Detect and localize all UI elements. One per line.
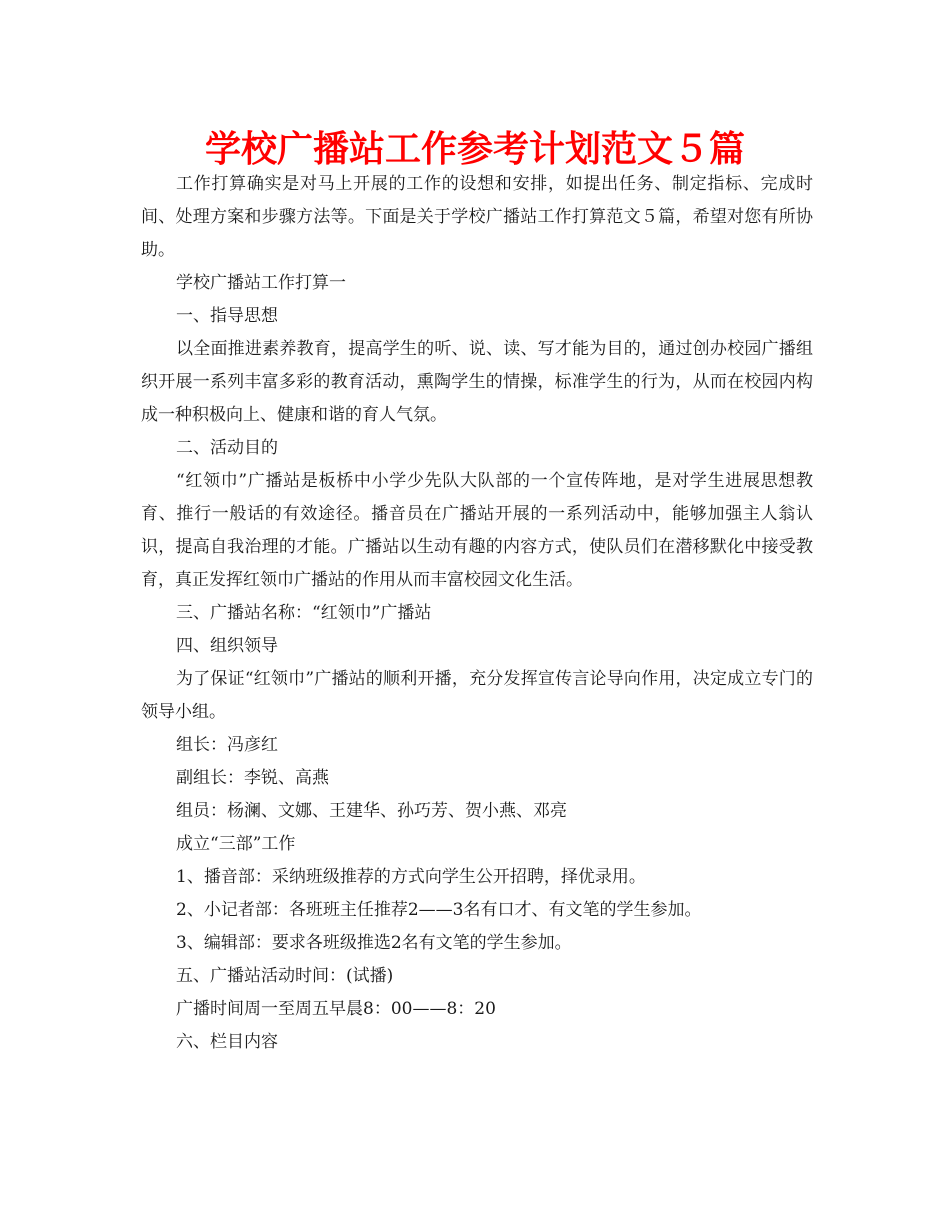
team-members-line: 组员：杨澜、文娜、王建华、孙巧芳、贺小燕、邓亮: [176, 801, 567, 821]
document-title: 学校广播站工作参考计划范文５篇: [204, 129, 745, 170]
section-heading-activity-purpose: 二、活动目的: [176, 438, 278, 458]
three-departments-line: 成立“三部”工作: [176, 834, 296, 854]
list-item: 1、播音部：采纳班级推荐的方式向学生公开招聘，择优录用。: [176, 867, 646, 887]
organization-paragraph: 为了保证“红领巾”广播站的顺利开播，充分发挥宣传言论导向作用，决定成立专门的领导小组。: [141, 669, 813, 722]
plan-heading: 学校广播站工作打算一: [176, 273, 346, 293]
document-body: [141, 168, 813, 1059]
section-heading-broadcast-time: 五、广播站活动时间：(试播): [176, 966, 394, 986]
deputy-leader-line: 副组长：李锐、高燕: [176, 768, 329, 788]
section-heading-program-content: 六、栏目内容: [176, 1032, 278, 1052]
broadcast-time-line: 广播时间周一至周五早晨8：00——8：20: [176, 999, 496, 1019]
guiding-thought-paragraph: 以全面推进素养教育，提高学生的听、说、读、写才能为目的，通过创办校园广播组织开展一系列丰富多彩的教育活动，熏陶学生的情操，标准学生的行为，从而在校园内构成一种积极向上、健康和谐的育人气氛。: [141, 339, 813, 425]
team-leader-line: 组长：冯彦红: [176, 735, 278, 755]
list-item: 3、编辑部：要求各班级推选2名有文笔的学生参加。: [176, 933, 572, 953]
list-item: 2、小记者部：各班班主任推荐2——3名有口才、有文笔的学生参加。: [176, 900, 702, 920]
activity-purpose-paragraph: “红领巾”广播站是板桥中小学少先队大队部的一个宣传阵地，是对学生进展思想教育、推行一般话的有效途径。播音员在广播站开展的一系列活动中，能够加强主人翁认识，提高自我治理的才能。广播站以生动有趣的内容方式，使队员们在潜移默化中接受教育，真正发挥红领巾广播站的作用从而丰富校园文化生活。: [141, 471, 813, 590]
section-heading-station-name: 三、广播站名称：“红领巾”广播站: [176, 603, 432, 623]
intro-paragraph: 工作打算确实是对马上开展的工作的设想和安排，如提出任务、制定指标、完成时间、处理方案和步骤方法等。下面是关于学校广播站工作打算范文５篇，希望对您有所协助。: [141, 174, 813, 260]
section-heading-guiding-thought: 一、指导思想: [176, 306, 278, 326]
section-heading-organization: 四、组织领导: [176, 636, 278, 656]
